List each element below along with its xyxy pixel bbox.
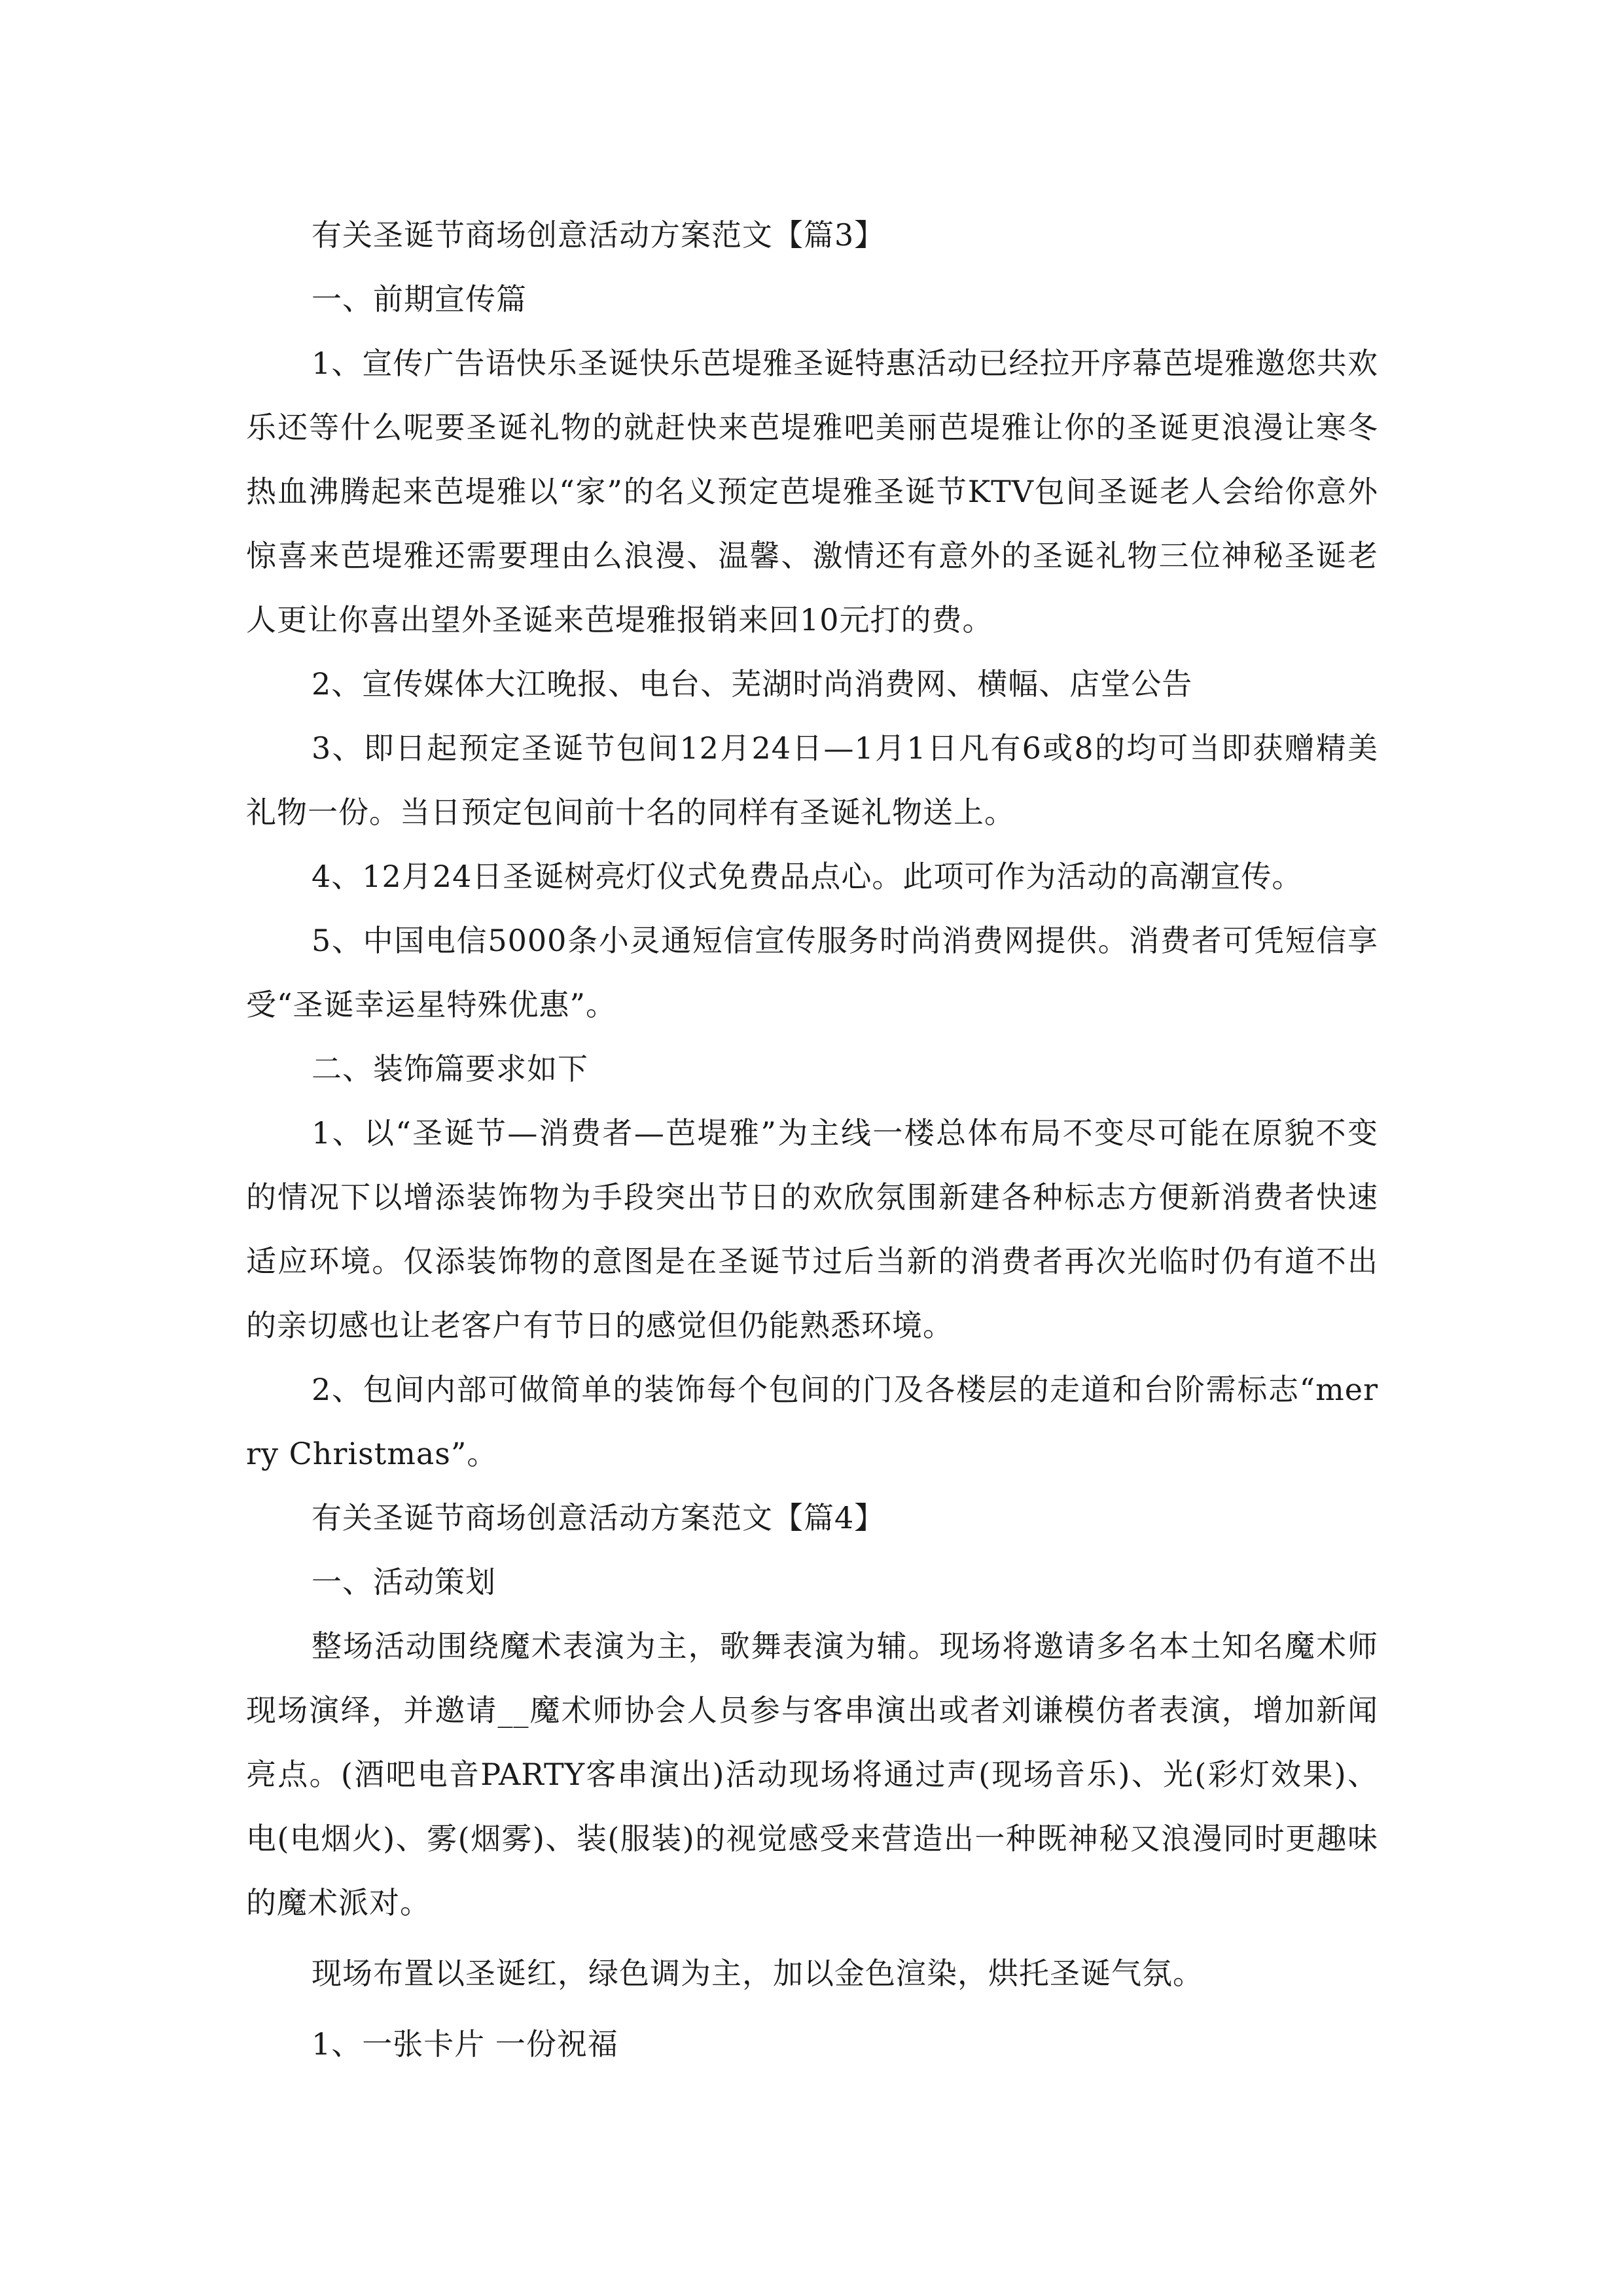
subheading-publicity: 一、前期宣传篇 — [312, 281, 527, 317]
paragraph-tree-lighting: 4、12月24日圣诞树亮灯仪式免费品点心。此项可作为活动的高潮宣传。 — [312, 859, 1303, 894]
subheading-decoration: 二、装饰篇要求如下 — [312, 1051, 588, 1086]
paragraph-colors: 现场布置以圣诞红，绿色调为主，加以金色渲染，烘托圣诞气氛。 — [312, 1956, 1204, 1991]
paragraph-card: 1、一张卡片 一份祝福 — [312, 2026, 618, 2062]
paragraph-media: 2、宣传媒体大江晚报、电台、芜湖时尚消费网、横幅、店堂公告 — [312, 666, 1193, 702]
subheading-planning: 一、活动策划 — [312, 1564, 496, 1600]
paragraph-decoration-layout: 1、以“圣诞节—消费者—芭堤雅”为主线一楼总体布局不变尽可能在原貌不变的情况下以增添装饰物为手段突出节日的欢欣氛围新建各种标志方便新消费者快速适应环境。仅添装饰物的意图是在圣诞节过后当新的消费者再次光临时仍有道不出的亲切感也让老客户有节日的感觉但仍能熟悉环境。 — [246, 1115, 1378, 1343]
paragraph-magic-show: 整场活动围绕魔术表演为主，歌舞表演为辅。现场将邀请多名本土知名魔术师现场演绎，并邀请__魔术师协会人员参与客串演出或者刘谦模仿者表演，增加新闻亮点。(酒吧电音PARTY客串演出)活动现场将通过声(现场音乐)、光(彩灯效果)、电(电烟火)、雾(烟雾)、装(服装)的视觉感受来营造出一种既神秘又浪漫同时更趣味的魔术派对。 — [246, 1628, 1378, 1920]
document-body — [246, 203, 1378, 2076]
section-title-3: 有关圣诞节商场创意活动方案范文【篇3】 — [312, 217, 885, 253]
paragraph-booking: 3、即日起预定圣诞节包间12月24日—1月1日凡有6或8的均可当即获赠精美礼物一份。当日预定包间前十名的同样有圣诞礼物送上。 — [246, 730, 1378, 830]
paragraph-slogan: 1、宣传广告语快乐圣诞快乐芭堤雅圣诞特惠活动已经拉开序幕芭堤雅邀您共欢乐还等什么呢要圣诞礼物的就赶快来芭堤雅吧美丽芭堤雅让你的圣诞更浪漫让寒冬热血沸腾起来芭堤雅以“家”的名义预定芭堤雅圣诞节KTV包间圣诞老人会给你意外惊喜来芭堤雅还需要理由么浪漫、温馨、激情还有意外的圣诞礼物三位神秘圣诞老人更让你喜出望外圣诞来芭堤雅报销来回10元打的费。 — [246, 346, 1378, 637]
section-title-4: 有关圣诞节商场创意活动方案范文【篇4】 — [312, 1500, 885, 1535]
paragraph-sms: 5、中国电信5000条小灵通短信宣传服务时尚消费网提供。消费者可凭短信享受“圣诞幸运星特殊优惠”。 — [246, 923, 1378, 1022]
paragraph-room-decoration: 2、包间内部可做简单的装饰每个包间的门及各楼层的走道和台阶需标志“merry Christmas”。 — [246, 1372, 1378, 1471]
